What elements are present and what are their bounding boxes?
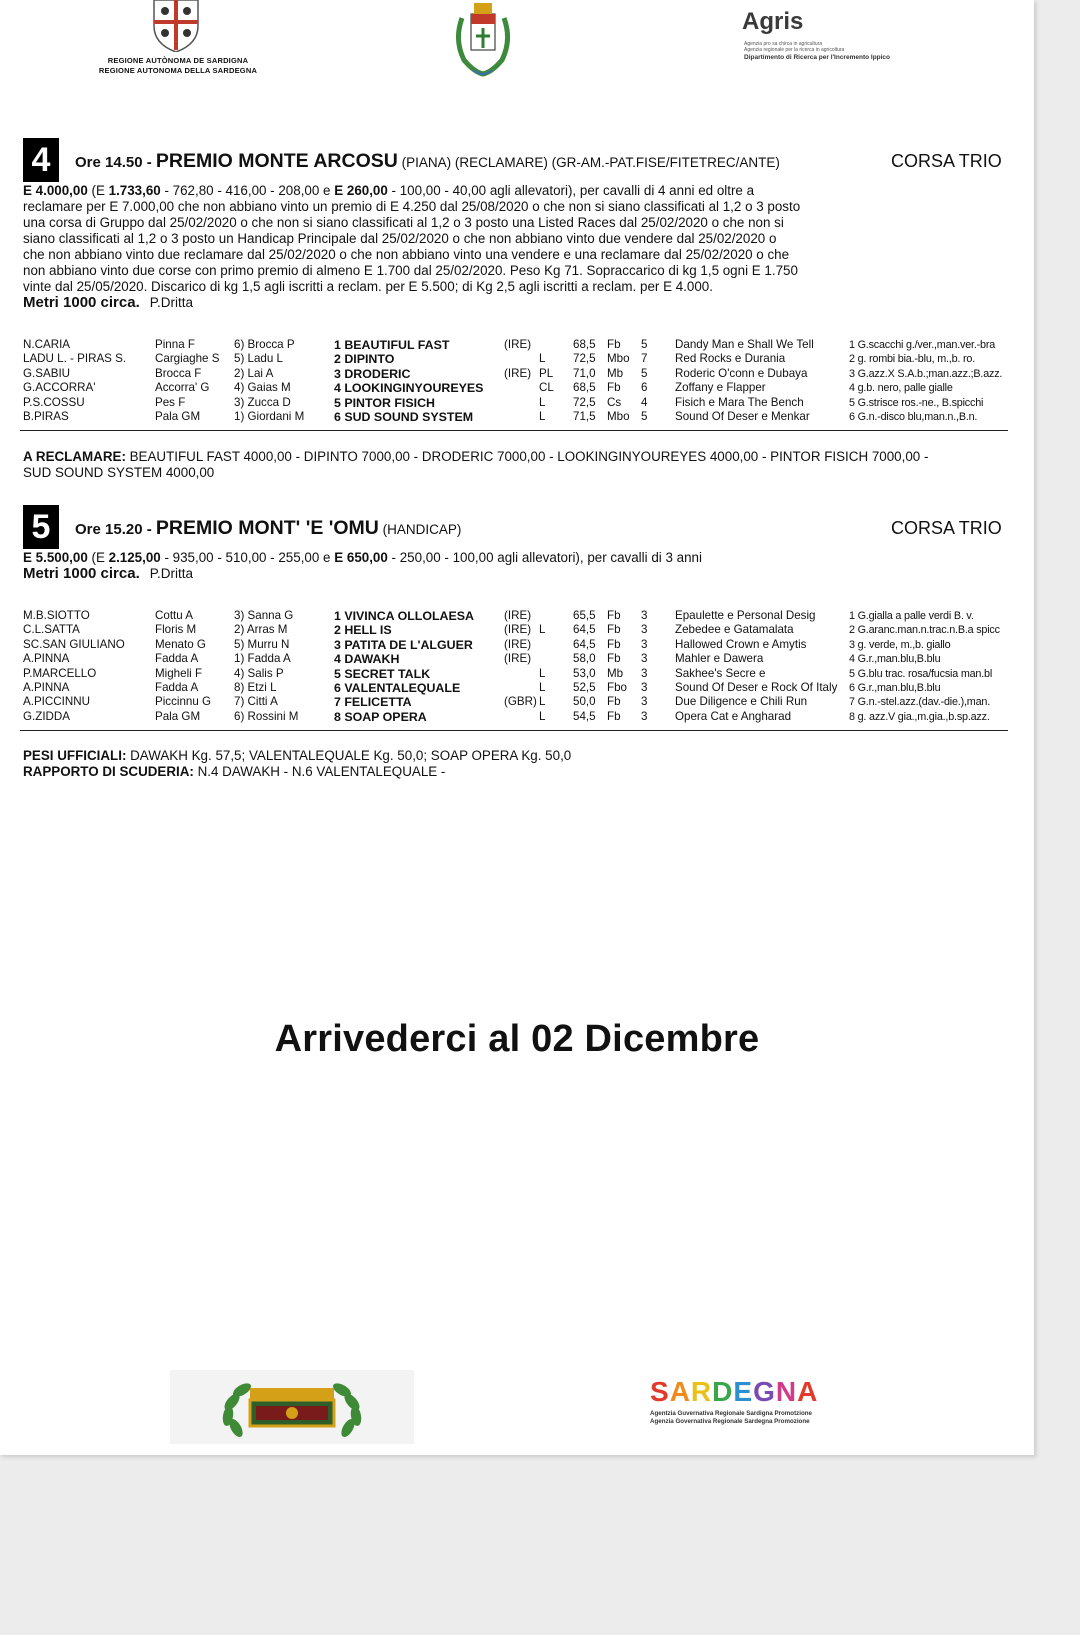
race-name: PREMIO MONTE ARCOSU <box>155 150 398 172</box>
entry-mark: L <box>539 680 546 694</box>
entry-mark: PL <box>539 366 554 380</box>
entry-jockey: 8) Etzi L <box>234 680 277 694</box>
entry-owner: A.PINNA <box>23 680 70 694</box>
entry-coat: Fb <box>607 695 621 709</box>
entry-age: 3 <box>641 666 648 680</box>
entry-owner: N.CARIA <box>23 338 71 351</box>
entry-colors: 6 G.r.,man.blu,B.blu <box>849 681 941 694</box>
table-row <box>23 638 1008 652</box>
entry-weight: 53,0 <box>573 666 596 680</box>
entry-owner: G.ACCORRA' <box>23 381 96 395</box>
entry-trainer: Accorra' G <box>155 381 210 395</box>
entry-pedigree: Zebedee e Gatamalata <box>675 623 794 637</box>
sardegna-letter: D <box>712 1376 734 1407</box>
entry-coat: Fb <box>607 609 621 622</box>
entry-trainer: Cottu A <box>155 609 194 622</box>
official-notes: PESI UFFICIALI: DAWAKH Kg. 57,5; VALENTALEQUALE Kg. 50,0; SOAP OPERA Kg. 50,0 RAPPORTO DI SCUDERIA: N.4 DAWAKH - N.6 VALENTALEQUALE - <box>23 748 572 779</box>
claiming-prices: A RECLAMARE: BEAUTIFUL FAST 4000,00 - DIPINTO 7000,00 - DRODERIC 7000,00 - LOOKINGINYOUREYES 4000,00 - PINTOR FISICH 7000,00 - SUD SOUND SYSTEM 4000,00 <box>23 449 929 480</box>
entry-weight: 71,0 <box>573 366 596 380</box>
entry-age: 4 <box>641 395 648 409</box>
entry-age: 3 <box>641 623 648 637</box>
entry-weight: 64,5 <box>573 637 596 651</box>
sardegna-letter: A <box>797 1376 819 1407</box>
sardegna-letter: A <box>669 1376 691 1407</box>
entry-age: 3 <box>641 652 648 666</box>
entry-trainer: Piccinnu G <box>155 695 212 709</box>
section-divider <box>20 730 1008 731</box>
entry-colors: 5 G.strisce ros.-ne., B.spicchi <box>849 396 984 409</box>
region-name-italian: REGIONE AUTONOMA DELLA SARDEGNA <box>98 66 258 75</box>
region-name-sardinian: REGIONE AUTÒNOMA DE SARDIGNA <box>107 56 249 65</box>
race-title <box>75 517 461 540</box>
sardegna-logo-text <box>650 1376 818 1408</box>
entry-weight: 72,5 <box>573 352 596 366</box>
sardegna-letter: R <box>690 1376 713 1407</box>
condition-line: che non abbiano vinto due reclamare dal 25/02/2020 o che non abbiano vinto una vendere e una reclamare dal 25/02/2020 o che <box>23 247 790 262</box>
entry-coat: Fb <box>607 623 621 637</box>
entry-weight: 65,5 <box>573 609 596 622</box>
entry-pedigree: Epaulette e Personal Desig <box>675 609 816 622</box>
condition-line: reclamare per E 7.000,00 che non abbiano vinto un premio di E 4.250 dal 25/08/2020 o che non si siano classificati al 1,2 o 3 posto <box>23 199 801 214</box>
table-row <box>23 681 1008 695</box>
entry-owner: P.MARCELLO <box>23 666 97 680</box>
race-time: Ore 15.20 - <box>75 521 156 538</box>
sardegna-subtitle-1: Agentzia Guvernativa Regionale Sardigna Promotzione <box>650 1410 812 1417</box>
condition-line: non abbiano vinto due corse con primo premio di almeno E 1.700 dal 25/02/2020. Peso Kg 71. Sopraccarico di kg 1,5 ogni E 1.750 <box>23 263 798 278</box>
entry-age: 5 <box>641 338 648 351</box>
entry-horse: 5 SECRET TALK <box>334 666 431 681</box>
sardegna-subtitle-2: Agenzia Governativa Regionale Sardegna Promozione <box>650 1418 810 1425</box>
race-title <box>75 150 780 173</box>
entry-colors: 4 G.r.,man.blu,B.blu <box>849 653 941 666</box>
race-number-badge: 5 <box>23 505 59 549</box>
entry-jockey: 4) Gaias M <box>234 381 291 395</box>
condition-line: vinte dal 25/05/2020. Discarico di kg 1,5 agli iscritti a reclam. per E 5.500; di Kg 2,5 agli iscritti a reclam. per E 4.000. <box>23 279 713 294</box>
entry-colors: 6 G.n.-disco blu,man.n.,B.n. <box>849 410 978 423</box>
entry-owner: LADU L. - PIRAS S. <box>23 352 127 366</box>
entry-horse: 1 BEAUTIFUL FAST <box>334 338 450 352</box>
entry-coat: Mbo <box>607 409 630 423</box>
table-row <box>23 710 1008 724</box>
entry-pedigree: Sound Of Deser e Rock Of Italy <box>675 680 838 694</box>
entry-weight: 64,5 <box>573 623 596 637</box>
entry-coat: Fb <box>607 381 621 395</box>
entry-weight: 68,5 <box>573 381 596 395</box>
entry-coat: Fb <box>607 637 621 651</box>
entry-origin: (IRE) <box>504 623 532 637</box>
entry-owner: SC.SAN GIULIANO <box>23 637 125 651</box>
table-row <box>23 410 1008 424</box>
entry-age: 7 <box>641 352 648 366</box>
entry-colors: 2 G.aranc.man.n.trac.n.B.a spicc <box>849 624 1000 637</box>
entry-pedigree: Red Rocks e Durania <box>675 352 786 366</box>
entry-age: 5 <box>641 409 648 423</box>
entry-owner: G.SABIU <box>23 366 71 380</box>
table-row <box>23 667 1008 681</box>
entry-pedigree: Opera Cat e Angharad <box>675 709 792 723</box>
entry-owner: P.S.COSSU <box>23 395 85 409</box>
entry-colors: 1 G.scacchi g./ver.,man.ver.-bra <box>849 339 996 351</box>
entry-colors: 5 G.blu trac. rosa/fucsia man.bl <box>849 667 993 680</box>
entry-horse: 5 PINTOR FISICH <box>334 395 435 410</box>
condition-line: una corsa di Gruppo dal 25/02/2020 o che non si siano classificati al 1,2 o 3 posto una Listed Races dal 25/02/2020 o che non si <box>23 215 784 230</box>
entry-jockey: 2) Lai A <box>234 366 274 380</box>
entry-trainer: Menato G <box>155 637 206 651</box>
table-row <box>23 396 1008 410</box>
table-row <box>23 652 1008 666</box>
entry-mark: L <box>539 709 546 723</box>
entry-horse: 2 DIPINTO <box>334 352 395 367</box>
entry-jockey: 4) Salis P <box>234 666 284 680</box>
entry-age: 6 <box>641 381 648 395</box>
entry-pedigree: Dandy Man e Shall We Tell <box>675 338 814 351</box>
entry-jockey: 5) Ladu L <box>234 352 283 366</box>
table-row <box>23 352 1008 366</box>
entry-age: 3 <box>641 695 648 709</box>
entry-jockey: 5) Murru N <box>234 637 290 651</box>
entry-trainer: Floris M <box>155 623 197 637</box>
entry-pedigree: Zoffany e Flapper <box>675 381 766 395</box>
entry-origin: (IRE) <box>504 338 532 351</box>
entry-weight: 71,5 <box>573 409 596 423</box>
farewell-message: Arrivederci al 02 Dicembre <box>274 1018 760 1060</box>
entry-origin: (IRE) <box>504 609 532 622</box>
entry-jockey: 2) Arras M <box>234 623 288 637</box>
entry-jockey: 1) Giordani M <box>234 409 305 423</box>
entry-weight: 54,5 <box>573 709 596 723</box>
entry-pedigree: Due Diligence e Chili Run <box>675 695 808 709</box>
bet-type-label: CORSA TRIO <box>891 518 1002 538</box>
entry-jockey: 1) Fadda A <box>234 652 291 666</box>
entry-trainer: Migheli F <box>155 666 203 680</box>
entry-weight: 52,5 <box>573 680 596 694</box>
entry-owner: A.PINNA <box>23 652 70 666</box>
entry-mark: L <box>539 352 546 366</box>
entry-colors: 8 g. azz.V gia.,m.gia.,b.sp.azz. <box>849 710 990 723</box>
entry-mark: L <box>539 666 546 680</box>
prize-line: E 4.000,00 (E 1.733,60 - 762,80 - 416,00 - 208,00 e E 260,00 - 100,00 - 40,00 agli allevatori), per cavalli di 4 anni ed oltre a <box>23 183 755 198</box>
entry-trainer: Pala GM <box>155 409 201 423</box>
entry-mark: L <box>539 695 546 709</box>
race-conditions-text <box>23 550 853 582</box>
distance-line: Metri 1000 circa. P.Dritta <box>23 565 194 582</box>
entry-colors: 4 g.b. nero, palle gialle <box>849 382 953 395</box>
agris-subtitle-2: Agenzia regionale per la ricerca in agricoltura <box>744 47 845 53</box>
entry-trainer: Brocca F <box>155 366 202 380</box>
entry-horse: 8 SOAP OPERA <box>334 709 427 724</box>
entry-origin: (IRE) <box>504 366 532 380</box>
entry-pedigree: Fisich e Mara The Bench <box>675 395 804 409</box>
entry-coat: Cs <box>607 395 622 409</box>
entry-weight: 72,5 <box>573 395 596 409</box>
entry-colors: 7 G.n.-stel.azz.(dav.-die.),man. <box>849 696 991 709</box>
entry-age: 3 <box>641 609 648 622</box>
entry-owner: M.B.SIOTTO <box>23 609 90 622</box>
entry-coat: Mb <box>607 366 624 380</box>
table-row <box>23 367 1008 381</box>
table-row <box>23 381 1008 395</box>
entry-age: 3 <box>641 680 648 694</box>
entry-owner: G.ZIDDA <box>23 709 71 723</box>
agris-logo-text: Agris <box>742 8 804 35</box>
entry-weight: 68,5 <box>573 338 596 351</box>
entry-horse: 6 SUD SOUND SYSTEM <box>334 409 474 424</box>
entry-horse: 1 VIVINCA OLLOLAESA <box>334 609 474 623</box>
entry-origin: (IRE) <box>504 652 532 666</box>
entry-horse: 3 PATITA DE L'ALGUER <box>334 637 473 652</box>
entry-horse: 7 FELICETTA <box>334 695 412 710</box>
agris-subtitle-1: Agenzia pro sa chirca in agricultura <box>744 41 823 47</box>
entry-horse: 4 DAWAKH <box>334 652 400 667</box>
entry-trainer: Pinna F <box>155 338 195 351</box>
table-row <box>23 695 1008 709</box>
entry-pedigree: Sound Of Deser e Menkar <box>675 409 810 423</box>
sardegna-letter: N <box>775 1376 798 1407</box>
entry-trainer: Pala GM <box>155 709 201 723</box>
entry-colors: 1 G.gialla a palle verdi B. v. <box>849 610 974 622</box>
entry-horse: 6 VALENTALEQUALE <box>334 680 461 695</box>
entry-trainer: Fadda A <box>155 652 199 666</box>
race-4-entries-table <box>23 338 1008 424</box>
entry-pedigree: Roderic O'conn e Dubaya <box>675 366 808 380</box>
race-5-entries-table <box>23 609 1008 724</box>
laurel-crown-emblem-icon <box>170 1370 414 1444</box>
bet-type-label: CORSA TRIO <box>891 151 1002 171</box>
entry-origin: (GBR) <box>504 695 537 709</box>
entry-trainer: Fadda A <box>155 680 199 694</box>
entry-colors: 3 g. verde, m.,b. giallo <box>849 638 951 651</box>
table-row <box>23 609 1008 623</box>
entry-jockey: 6) Rossini M <box>234 709 299 723</box>
race-conditions-text <box>23 183 853 311</box>
entry-colors: 2 g. rombi bia.-blu, m.,b. ro. <box>849 353 976 366</box>
entry-age: 3 <box>641 637 648 651</box>
municipal-crest-icon <box>452 0 514 78</box>
entry-pedigree: Mahler e Dawera <box>675 652 764 666</box>
entry-horse: 4 LOOKINGINYOUREYES <box>334 381 484 396</box>
entry-owner: A.PICCINNU <box>23 695 90 709</box>
distance-line: Metri 1000 circa. P.Dritta <box>23 294 194 311</box>
entry-owner: C.L.SATTA <box>23 623 80 637</box>
entry-mark: L <box>539 623 546 637</box>
entry-age: 5 <box>641 366 648 380</box>
entry-pedigree: Sakhee's Secre e <box>675 666 766 680</box>
entry-age: 3 <box>641 709 648 723</box>
region-coat-of-arms-icon <box>148 0 204 52</box>
race-conditions: (HANDICAP) <box>378 522 462 537</box>
condition-line: siano classificati al 1,2 o 3 posto un Handicap Principale dal 25/02/2020 o che non abbiano vinto due vendere dal 25/02/2020 o <box>23 231 777 246</box>
entry-mark: CL <box>539 381 554 395</box>
entry-origin: (IRE) <box>504 637 532 651</box>
entry-trainer: Pes F <box>155 395 186 409</box>
sardegna-letter: S <box>650 1376 670 1407</box>
entry-horse: 3 DRODERIC <box>334 366 411 381</box>
race-number-badge: 4 <box>23 138 59 182</box>
entry-coat: Fb <box>607 709 621 723</box>
entry-coat: Fb <box>607 338 621 351</box>
race-name: PREMIO MONT' 'E 'OMU <box>155 517 379 539</box>
entry-weight: 58,0 <box>573 652 596 666</box>
entry-mark: L <box>539 395 546 409</box>
entry-mark: L <box>539 409 546 423</box>
race-conditions: (PIANA) (RECLAMARE) (GR-AM.-PAT.FISE/FITETREC/ANTE) <box>397 155 780 170</box>
entry-coat: Fbo <box>607 680 627 694</box>
race-time: Ore 14.50 - <box>75 154 156 171</box>
entry-coat: Mbo <box>607 352 630 366</box>
table-row <box>23 623 1008 637</box>
entry-weight: 50,0 <box>573 695 596 709</box>
prize-line: E 5.500,00 (E 2.125,00 - 935,00 - 510,00 - 255,00 e E 650,00 - 250,00 - 100,00 agli allevatori), per cavalli di 3 anni <box>23 550 702 565</box>
entry-horse: 2 HELL IS <box>334 623 392 638</box>
entry-coat: Mb <box>607 666 624 680</box>
entry-owner: B.PIRAS <box>23 409 69 423</box>
sardegna-letter: G <box>753 1376 776 1407</box>
entry-jockey: 3) Sanna G <box>234 609 294 622</box>
entry-jockey: 7) Citti A <box>234 695 278 709</box>
entry-colors: 3 G.azz.X S.A.b.;man.azz.;B.azz. <box>849 367 1003 380</box>
agris-department: Dipartimento di Ricerca per l'Incremento Ippico <box>744 54 891 61</box>
entry-jockey: 3) Zucca D <box>234 395 291 409</box>
entry-coat: Fb <box>607 652 621 666</box>
entry-jockey: 6) Brocca P <box>234 338 295 351</box>
entry-pedigree: Hallowed Crown e Amytis <box>675 637 807 651</box>
sardegna-letter: E <box>733 1376 754 1407</box>
table-row <box>23 338 1008 352</box>
entry-trainer: Cargiaghe S <box>155 352 220 366</box>
section-divider <box>20 430 1008 431</box>
